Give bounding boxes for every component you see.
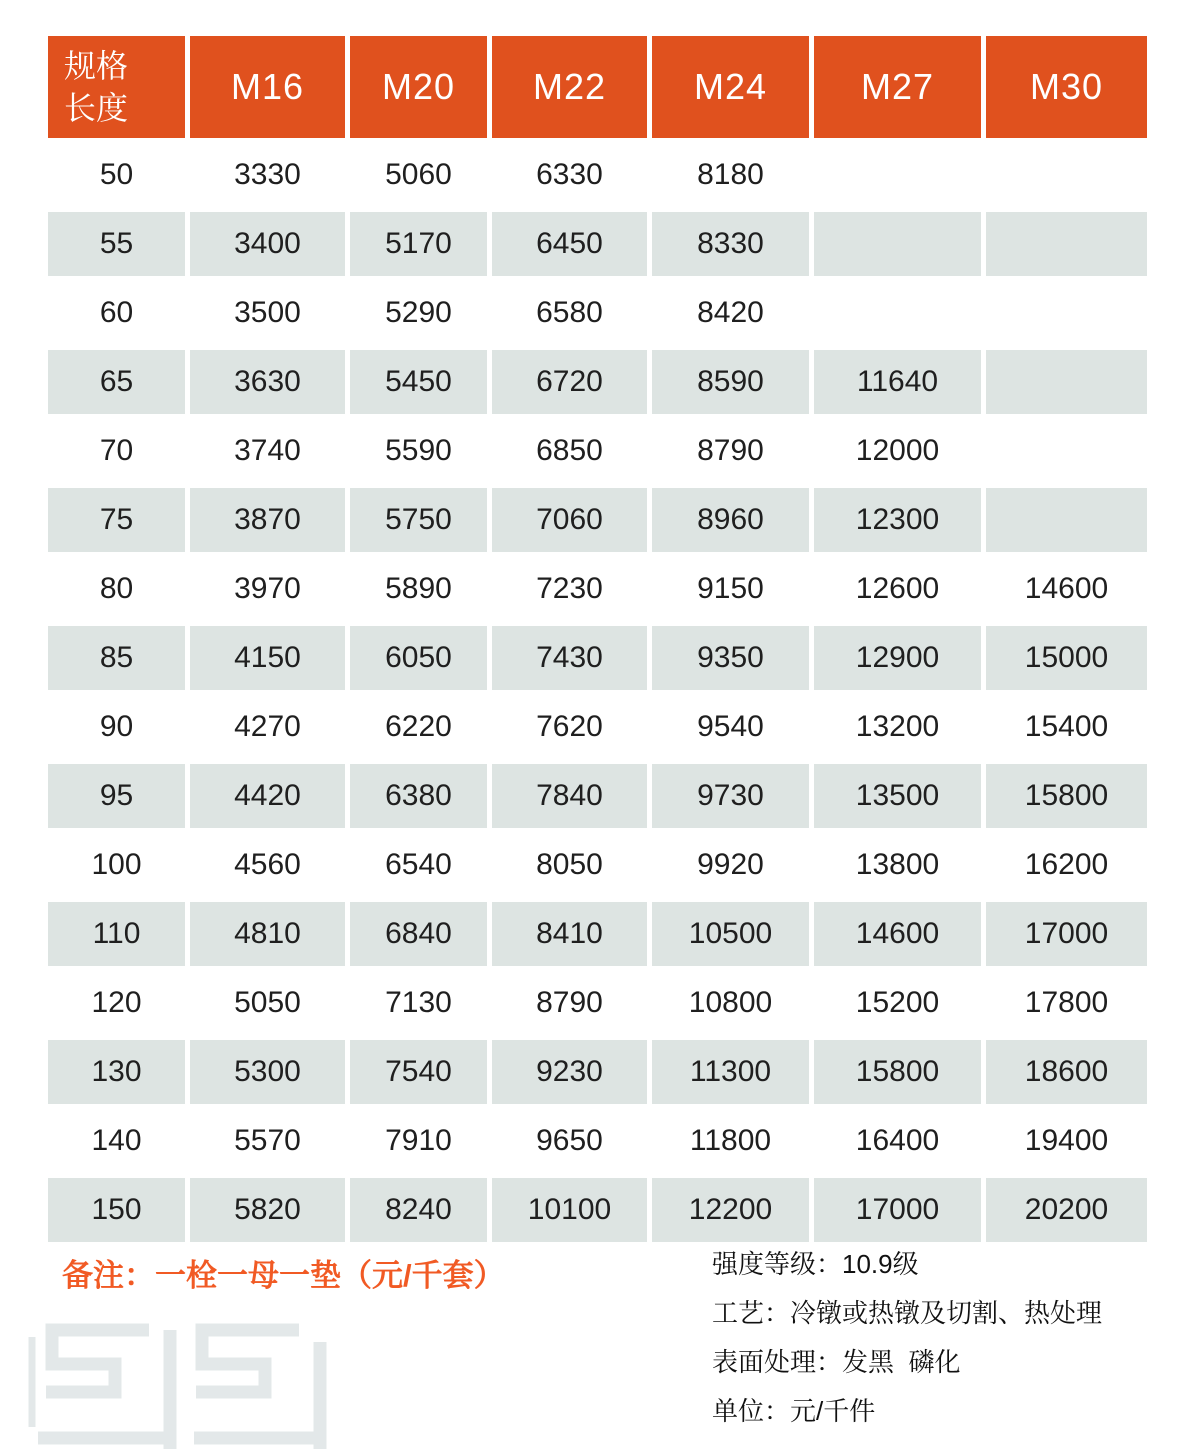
corner-header-spec-length [48, 36, 185, 138]
price-cell: 7130 [350, 971, 487, 1035]
price-cell: 4270 [190, 695, 345, 759]
price-cell: 5590 [350, 419, 487, 483]
column-header-m20: M20 [350, 36, 487, 138]
price-cell: 9540 [652, 695, 809, 759]
price-cell: 6050 [350, 626, 487, 690]
table-row-length-110 [48, 902, 1147, 966]
table-row-length-60 [48, 281, 1147, 345]
price-cell: 15200 [814, 971, 981, 1035]
table-row-length-150 [48, 1178, 1147, 1242]
length-cell: 130 [48, 1040, 185, 1104]
price-cell: 9650 [492, 1109, 647, 1173]
price-cell: 6380 [350, 764, 487, 828]
length-cell: 75 [48, 488, 185, 552]
price-cell: 4150 [190, 626, 345, 690]
price-cell: 12900 [814, 626, 981, 690]
column-header-m22: M22 [492, 36, 647, 138]
price-cell: 6330 [492, 143, 647, 207]
price-cell: 8590 [652, 350, 809, 414]
price-cell [986, 419, 1147, 483]
table-row-length-80 [48, 557, 1147, 621]
price-cell: 8050 [492, 833, 647, 897]
length-cell: 150 [48, 1178, 185, 1242]
table-row-length-130 [48, 1040, 1147, 1104]
price-cell: 13200 [814, 695, 981, 759]
spec-note-line-1: 强度等级：10.9级 [712, 1249, 919, 1279]
price-cell: 17000 [986, 902, 1147, 966]
length-cell: 80 [48, 557, 185, 621]
price-cell [986, 350, 1147, 414]
price-cell: 20200 [986, 1178, 1147, 1242]
table-row-length-90 [48, 695, 1147, 759]
length-cell: 50 [48, 143, 185, 207]
column-header-m30: M30 [986, 36, 1147, 138]
price-cell: 5300 [190, 1040, 345, 1104]
price-cell: 9150 [652, 557, 809, 621]
price-cell: 6450 [492, 212, 647, 276]
length-cell: 60 [48, 281, 185, 345]
table-row-length-140 [48, 1109, 1147, 1173]
price-cell [986, 143, 1147, 207]
length-cell: 95 [48, 764, 185, 828]
price-cell: 9230 [492, 1040, 647, 1104]
price-cell: 3500 [190, 281, 345, 345]
price-cell: 6580 [492, 281, 647, 345]
price-cell: 3400 [190, 212, 345, 276]
price-cell: 9730 [652, 764, 809, 828]
table-row-length-75 [48, 488, 1147, 552]
spec-notes [712, 1240, 1102, 1436]
price-cell: 11300 [652, 1040, 809, 1104]
price-cell: 3740 [190, 419, 345, 483]
table-row-length-70 [48, 419, 1147, 483]
price-cell: 13500 [814, 764, 981, 828]
remark-note: 备注：一栓一母一垫（元/千套） [62, 1258, 505, 1293]
price-cell: 10800 [652, 971, 809, 1035]
price-cell: 11640 [814, 350, 981, 414]
price-cell [814, 281, 981, 345]
price-cell: 3330 [190, 143, 345, 207]
price-cell: 15400 [986, 695, 1147, 759]
price-cell: 6720 [492, 350, 647, 414]
price-cell: 15000 [986, 626, 1147, 690]
price-cell: 12300 [814, 488, 981, 552]
price-cell: 7540 [350, 1040, 487, 1104]
price-cell: 13800 [814, 833, 981, 897]
price-cell: 11800 [652, 1109, 809, 1173]
price-cell: 10500 [652, 902, 809, 966]
price-cell: 8960 [652, 488, 809, 552]
price-cell: 14600 [814, 902, 981, 966]
price-cell: 4420 [190, 764, 345, 828]
price-cell: 5450 [350, 350, 487, 414]
price-cell: 5890 [350, 557, 487, 621]
price-cell: 15800 [814, 1040, 981, 1104]
table-row-length-65 [48, 350, 1147, 414]
price-cell: 7910 [350, 1109, 487, 1173]
price-cell: 8790 [492, 971, 647, 1035]
price-table-body [48, 143, 1147, 1242]
price-cell [814, 212, 981, 276]
corner-line2: 长度 [64, 90, 129, 126]
price-cell [986, 281, 1147, 345]
price-cell: 5050 [190, 971, 345, 1035]
price-cell: 6850 [492, 419, 647, 483]
length-cell: 120 [48, 971, 185, 1035]
header-row [48, 36, 1147, 138]
price-cell [986, 212, 1147, 276]
price-cell: 12200 [652, 1178, 809, 1242]
price-cell: 7430 [492, 626, 647, 690]
price-cell: 4810 [190, 902, 345, 966]
price-cell: 7620 [492, 695, 647, 759]
spec-note-line-4: 单位：元/千件 [712, 1396, 876, 1426]
table-row-length-50 [48, 143, 1147, 207]
price-cell: 8790 [652, 419, 809, 483]
price-cell: 4560 [190, 833, 345, 897]
table-row-length-55 [48, 212, 1147, 276]
spec-note-line-3: 表面处理：发黑 磷化 [712, 1347, 961, 1377]
price-cell: 3870 [190, 488, 345, 552]
table-row-length-100 [48, 833, 1147, 897]
price-cell: 14600 [986, 557, 1147, 621]
length-cell: 85 [48, 626, 185, 690]
corner-line1: 规格 [64, 47, 129, 84]
price-cell: 5170 [350, 212, 487, 276]
price-cell: 5820 [190, 1178, 345, 1242]
price-cell: 19400 [986, 1109, 1147, 1173]
price-cell [986, 488, 1147, 552]
price-cell: 9350 [652, 626, 809, 690]
column-header-m24: M24 [652, 36, 809, 138]
price-cell: 18600 [986, 1040, 1147, 1104]
price-cell: 6840 [350, 902, 487, 966]
price-cell: 8420 [652, 281, 809, 345]
table-row-length-85 [48, 626, 1147, 690]
price-cell: 6220 [350, 695, 487, 759]
price-cell: 12600 [814, 557, 981, 621]
price-cell: 8410 [492, 902, 647, 966]
price-cell: 5750 [350, 488, 487, 552]
sls-meander-watermark-icon [18, 1312, 348, 1449]
price-cell: 17000 [814, 1178, 981, 1242]
length-cell: 110 [48, 902, 185, 966]
length-cell: 70 [48, 419, 185, 483]
spec-note-line-2: 工艺：冷镦或热镦及切割、热处理 [712, 1298, 1103, 1328]
price-cell: 16400 [814, 1109, 981, 1173]
price-cell: 9920 [652, 833, 809, 897]
price-cell: 3970 [190, 557, 345, 621]
price-cell: 7230 [492, 557, 647, 621]
price-cell: 12000 [814, 419, 981, 483]
price-cell: 6540 [350, 833, 487, 897]
table-row-length-120 [48, 971, 1147, 1035]
price-cell: 8330 [652, 212, 809, 276]
price-cell: 7060 [492, 488, 647, 552]
length-cell: 140 [48, 1109, 185, 1173]
price-cell: 15800 [986, 764, 1147, 828]
price-cell: 3630 [190, 350, 345, 414]
price-cell: 17800 [986, 971, 1147, 1035]
price-cell: 10100 [492, 1178, 647, 1242]
length-cell: 55 [48, 212, 185, 276]
length-cell: 65 [48, 350, 185, 414]
table-row-length-95 [48, 764, 1147, 828]
price-cell: 5060 [350, 143, 487, 207]
column-header-m27: M27 [814, 36, 981, 138]
price-cell: 5570 [190, 1109, 345, 1173]
price-cell: 8240 [350, 1178, 487, 1242]
price-cell: 7840 [492, 764, 647, 828]
price-cell: 16200 [986, 833, 1147, 897]
price-table [43, 31, 1152, 1247]
price-table-header [48, 36, 1147, 138]
price-cell: 5290 [350, 281, 487, 345]
column-header-m16: M16 [190, 36, 345, 138]
price-cell [814, 143, 981, 207]
length-cell: 100 [48, 833, 185, 897]
price-cell: 8180 [652, 143, 809, 207]
length-cell: 90 [48, 695, 185, 759]
